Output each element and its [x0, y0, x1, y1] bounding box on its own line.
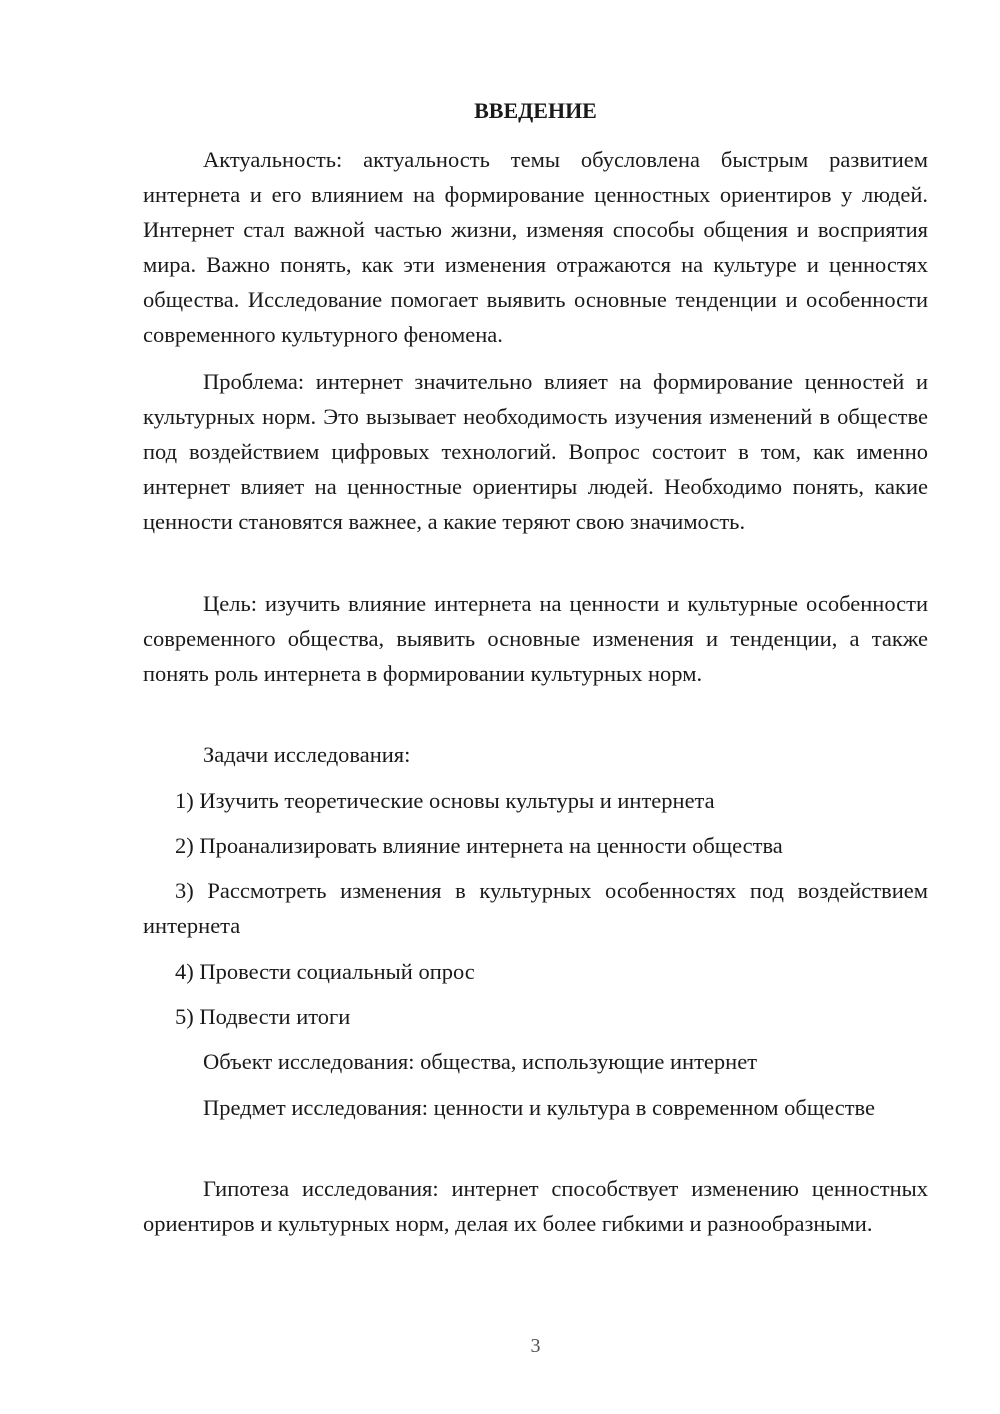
paragraph-subject: Предмет исследования: ценности и культура в современном обществе: [203, 1095, 876, 1120]
section-heading: ВВЕДЕНИЕ: [474, 98, 597, 123]
task-item-1: 1) Изучить теоретические основы культуры и интернета: [175, 788, 715, 813]
paragraph-object: Объект исследования: общества, использующие интернет: [203, 1049, 758, 1074]
paragraph-goal: Цель: изучить влияние интернета на ценности и культурные особенности современного общества, выявить основные изменения и тенденции, а также понять роль интернета в формировании культурных норм.: [143, 591, 928, 686]
page-number: 3: [530, 1335, 541, 1357]
paragraph-hypothesis: Гипотеза исследования: интернет способствует изменению ценностных ориентиров и культурных норм, делая их более гибкими и разнообразными.: [143, 1176, 928, 1236]
paragraph-relevance: Актуальность: актуальность темы обусловлена быстрым развитием интернета и его влиянием на формирование ценностных ориентиров у людей. Интернет стал важной частью жизни, изменяя способы общения и восприятия мира. Важно понять, как эти изменения отражаются на культуре и ценностях общества. Исследование помогает выявить основные тенденции и особенности современного культурного феномена.: [143, 147, 928, 347]
document-page: [143, 0, 928, 1414]
task-item-4: 4) Провести социальный опрос: [175, 959, 475, 984]
task-item-2: 2) Проанализировать влияние интернета на ценности общества: [175, 833, 783, 858]
paragraph-problem: Проблема: интернет значительно влияет на формирование ценностей и культурных норм. Это вызывает необходимость изучения изменений в обществе под воздействием цифровых технологий. Вопрос состоит в том, как именно интернет влияет на ценностные ориентиры людей. Необходимо понять, какие ценности становятся важнее, а какие теряют свою значимость.: [143, 369, 928, 534]
tasks-heading: Задачи исследования:: [203, 742, 411, 767]
task-item-3: 3) Рассмотреть изменения в культурных особенностях под воздействием интернета: [143, 878, 928, 938]
task-item-5: 5) Подвести итоги: [175, 1004, 351, 1029]
